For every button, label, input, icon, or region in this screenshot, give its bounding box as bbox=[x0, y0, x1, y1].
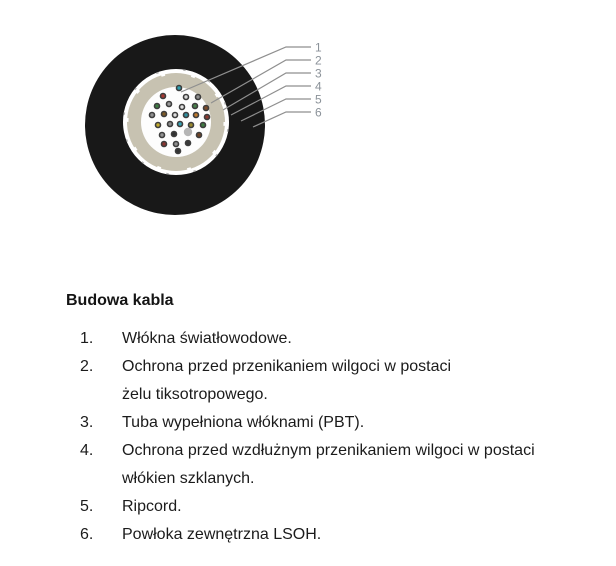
list-item-number: 4. bbox=[80, 442, 94, 459]
list-item-text bbox=[122, 325, 586, 353]
fiber-dot bbox=[155, 104, 158, 107]
fiber-dot bbox=[178, 122, 181, 125]
fiber-dot bbox=[162, 142, 165, 145]
list-item bbox=[80, 325, 586, 353]
fiber-dot bbox=[167, 102, 170, 105]
fiber-dot bbox=[150, 113, 153, 116]
fiber-dot bbox=[197, 133, 200, 136]
fiber-dot bbox=[184, 95, 187, 98]
list-item-number: 6. bbox=[80, 526, 94, 543]
fiber-dot bbox=[177, 86, 180, 89]
fiber-dot bbox=[160, 133, 163, 136]
fiber-dot bbox=[168, 122, 171, 125]
fiber-dot bbox=[201, 123, 204, 126]
callout-label: 1 bbox=[315, 40, 323, 55]
section-heading: Budowa kabla bbox=[66, 292, 174, 309]
fiber-dot bbox=[196, 95, 199, 98]
fiber-dot bbox=[180, 105, 183, 108]
list-item-line: Powłoka zewnętrzna LSOH. bbox=[122, 526, 322, 543]
list-item bbox=[80, 409, 586, 437]
fiber-dot bbox=[173, 113, 176, 116]
fiber-dot bbox=[193, 104, 196, 107]
list-item-number: 2. bbox=[80, 358, 94, 375]
list-item bbox=[80, 493, 586, 521]
list-item-line: Ochrona przed wzdłużnym przenikaniem wilgoci w postaci bbox=[122, 442, 535, 459]
list-item-line: Włókna światłowodowe. bbox=[122, 330, 292, 347]
callout-label: 5 bbox=[315, 92, 323, 107]
list-item-line: Tuba wypełniona włóknami (PBT). bbox=[122, 414, 365, 431]
cable-structure-section bbox=[66, 291, 586, 549]
fiber-dot bbox=[204, 106, 207, 109]
fiber-dot bbox=[205, 115, 208, 118]
list-item-text bbox=[122, 353, 586, 409]
fiber-dot bbox=[172, 132, 175, 135]
cable-parts-list bbox=[66, 325, 586, 549]
fiber-dot bbox=[194, 113, 197, 116]
fiber-dot bbox=[156, 123, 159, 126]
callout-label: 2 bbox=[315, 53, 323, 68]
list-item bbox=[80, 521, 586, 549]
callout-label: 4 bbox=[315, 79, 323, 94]
list-item bbox=[80, 353, 586, 409]
list-item-line: Ochrona przed przenikaniem wilgoci w postaci bbox=[122, 358, 452, 375]
callout-label: 3 bbox=[315, 66, 323, 81]
list-item-text bbox=[122, 437, 586, 493]
fiber-dot bbox=[189, 123, 192, 126]
fiber-dot bbox=[162, 112, 165, 115]
filler-dot bbox=[184, 128, 192, 136]
fiber-dot bbox=[186, 141, 189, 144]
fiber-dot bbox=[184, 113, 187, 116]
list-item bbox=[80, 437, 586, 493]
cable-cross-section-diagram bbox=[0, 0, 616, 265]
list-item-line: Ripcord. bbox=[122, 498, 182, 515]
list-item-line: włókien szklanych. bbox=[122, 470, 255, 487]
list-item-number: 1. bbox=[80, 330, 94, 347]
list-item-text bbox=[122, 409, 586, 437]
callout-label: 6 bbox=[315, 105, 323, 120]
fiber-dot bbox=[174, 142, 177, 145]
list-item-line: żelu tiksotropowego. bbox=[122, 386, 268, 403]
list-item-text bbox=[122, 493, 586, 521]
list-item-number: 5. bbox=[80, 498, 94, 515]
fiber-dot bbox=[161, 94, 164, 97]
fiber-dot bbox=[176, 149, 179, 152]
list-item-text bbox=[122, 521, 586, 549]
list-item-number: 3. bbox=[80, 414, 94, 431]
